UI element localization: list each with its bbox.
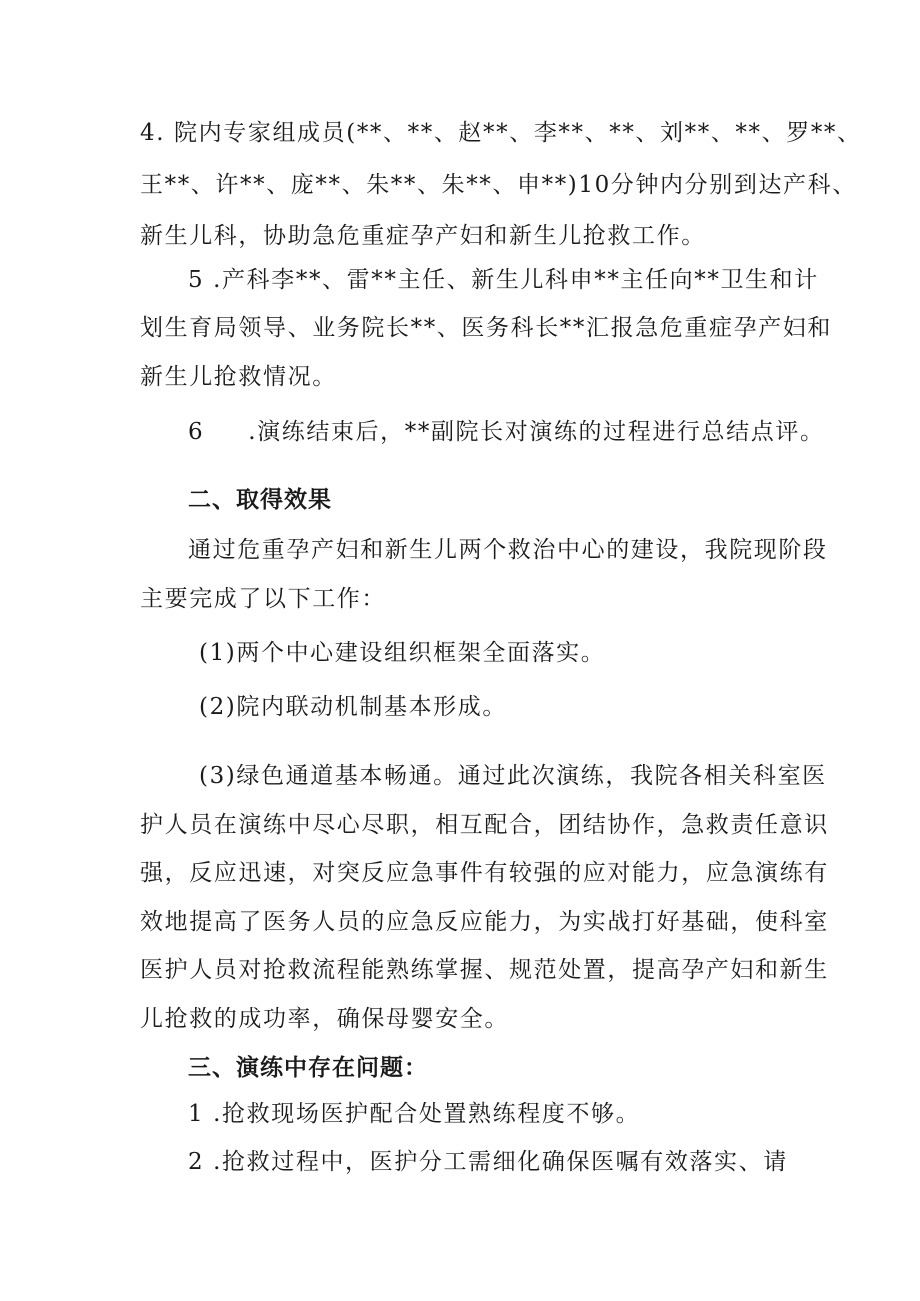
- section3-item2: 2 .抢救过程中，医护分工需细化确保医嘱有效落实、请: [188, 1149, 788, 1175]
- section2-point2: (2)院内联动机制基本形成。: [199, 694, 507, 720]
- item4-line3: 新生儿科，协助急危重症孕产妇和新生儿抢救工作。: [140, 223, 706, 249]
- section2-heading: 二、取得效果: [188, 487, 332, 513]
- section2-point3-line4: 效地提高了医务人员的应急反应能力，为实战打好基础，使科室: [140, 909, 829, 935]
- section2-point3-line3: 强，反应迅速，对突反应急事件有较强的应对能力，应急演练有: [140, 860, 829, 886]
- section2-point1: (1)两个中心建设组织框架全面落实。: [199, 640, 606, 666]
- section3-heading: 三、演练中存在问题：: [188, 1055, 428, 1081]
- item5-line2: 划生育局领导、业务院长**、医务科长**汇报急危重症孕产妇和: [140, 315, 832, 341]
- item6-line: [188, 417, 825, 447]
- item6-number: 6: [188, 419, 205, 445]
- section2-point3-line1: (3)绿色通道基本畅通。通过此次演练，我院各相关科室医: [199, 763, 827, 789]
- item4-line2: 王**、许**、庞**、朱**、朱**、申**)10分钟内分别到达产科、: [140, 172, 857, 198]
- section2-point3-line2: 护人员在演练中尽心尽职，相互配合，团结协作，急救责任意识: [140, 812, 829, 838]
- item6-text: .演练结束后，**副院长对演练的过程进行总结点评。: [248, 419, 825, 445]
- section2-intro-line2: 主要完成了以下工作：: [140, 586, 386, 612]
- item4-line1: 4. 院内专家组成员(**、**、赵**、李**、**、刘**、**、罗**、: [140, 120, 862, 146]
- item5-line3: 新生儿抢救情况。: [140, 364, 337, 390]
- section2-intro-line1: 通过危重孕产妇和新生儿两个救治中心的建设，我院现阶段: [188, 537, 828, 563]
- section3-item1: 1 .抢救现场医护配合处置熟练程度不够。: [188, 1101, 641, 1127]
- section2-point3-line5: 医护人员对抢救流程能熟练掌握、规范处置，提高孕产妇和新生: [140, 957, 829, 983]
- section2-point3-line6: 儿抢救的成功率，确保母婴安全。: [140, 1006, 509, 1032]
- item5-line1: 5 .产科李**、雷**主任、新生儿科申**主任向**卫生和计: [188, 267, 819, 293]
